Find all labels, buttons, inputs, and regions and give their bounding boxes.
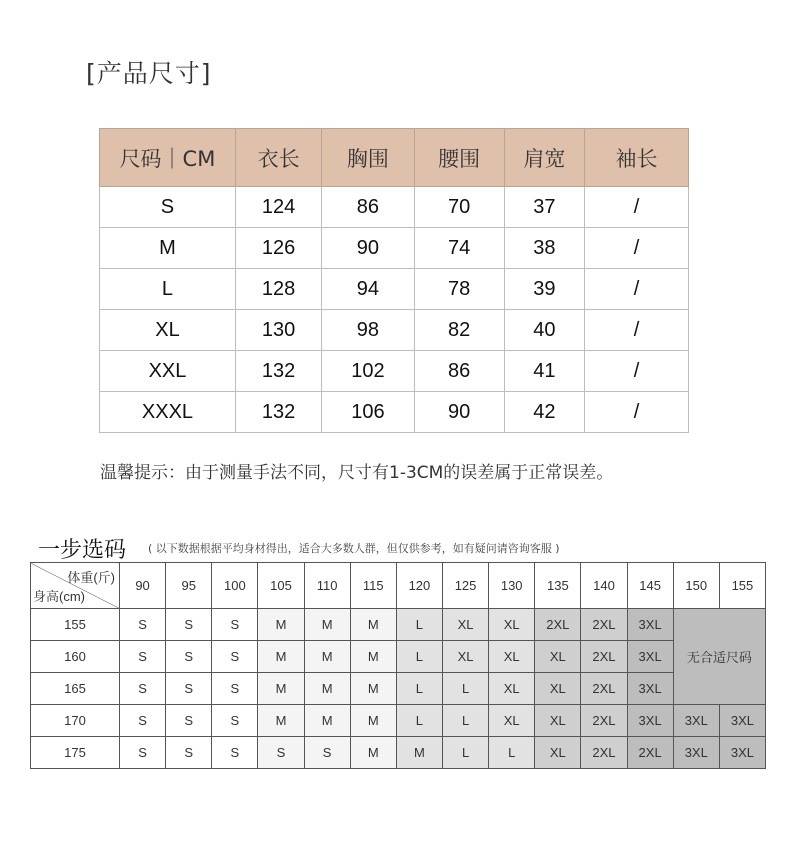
- recommended-size-cell: S: [120, 673, 166, 705]
- table-row: [100, 392, 689, 433]
- recommended-size-cell: L: [489, 737, 535, 769]
- size-cell: 78: [414, 269, 504, 310]
- recommended-size-cell: L: [396, 641, 442, 673]
- recommended-size-cell: 3XL: [719, 705, 765, 737]
- size-cell: 102: [322, 351, 414, 392]
- recommended-size-cell: 3XL: [627, 641, 673, 673]
- size-cell: /: [584, 392, 688, 433]
- size-cell: /: [584, 310, 688, 351]
- table-row: [100, 310, 689, 351]
- page-title: [产品尺寸]: [86, 59, 212, 88]
- size-cell: 128: [235, 269, 321, 310]
- size-cell: 98: [322, 310, 414, 351]
- recommended-size-cell: S: [258, 737, 304, 769]
- recommended-size-cell: S: [212, 705, 258, 737]
- recommended-size-cell: 3XL: [627, 673, 673, 705]
- recommended-size-cell: S: [166, 641, 212, 673]
- recommended-size-cell: L: [396, 705, 442, 737]
- recommend-table: [30, 562, 766, 769]
- recommended-size-cell: L: [442, 673, 488, 705]
- recommended-size-cell: 3XL: [673, 705, 719, 737]
- no-fit-cell: 无合适尺码: [673, 609, 765, 705]
- size-cell: 42: [504, 392, 584, 433]
- weight-header-cell: 130: [489, 563, 535, 609]
- recommended-size-cell: S: [166, 705, 212, 737]
- recommended-size-cell: M: [350, 673, 396, 705]
- recommended-size-cell: M: [396, 737, 442, 769]
- recommended-size-cell: L: [396, 673, 442, 705]
- weight-label: 体重(斤): [67, 570, 115, 585]
- recommended-size-cell: S: [120, 737, 166, 769]
- recommended-size-cell: 3XL: [673, 737, 719, 769]
- table-row: [100, 228, 689, 269]
- recommended-size-cell: M: [304, 705, 350, 737]
- weight-header-cell: 145: [627, 563, 673, 609]
- recommended-size-cell: XL: [535, 705, 581, 737]
- weight-header-cell: 110: [304, 563, 350, 609]
- table-row: [100, 351, 689, 392]
- size-table-header: [100, 129, 689, 187]
- recommended-size-cell: 2XL: [581, 737, 627, 769]
- recommended-size-cell: 2XL: [627, 737, 673, 769]
- recommended-size-cell: S: [212, 737, 258, 769]
- size-cell: 132: [235, 351, 321, 392]
- weight-header-cell: 150: [673, 563, 719, 609]
- recommended-size-cell: S: [166, 609, 212, 641]
- recommended-size-cell: 2XL: [535, 609, 581, 641]
- recommended-size-cell: M: [258, 673, 304, 705]
- size-cell: 94: [322, 269, 414, 310]
- recommended-size-cell: M: [258, 705, 304, 737]
- size-cell: 106: [322, 392, 414, 433]
- size-cell: L: [100, 269, 236, 310]
- size-cell: /: [584, 228, 688, 269]
- weight-header-cell: 140: [581, 563, 627, 609]
- recommended-size-cell: 2XL: [581, 641, 627, 673]
- diagonal-header-cell: [31, 563, 120, 609]
- recommended-size-cell: L: [396, 609, 442, 641]
- size-cell: 130: [235, 310, 321, 351]
- size-cell: 70: [414, 187, 504, 228]
- header-size-unit: 尺码｜CM: [100, 129, 236, 187]
- table-row: [31, 673, 766, 705]
- header-chest: 胸围: [322, 129, 414, 187]
- height-cell: 170: [31, 705, 120, 737]
- recommended-size-cell: S: [120, 609, 166, 641]
- height-cell: 165: [31, 673, 120, 705]
- recommended-size-cell: M: [304, 673, 350, 705]
- recommended-size-cell: 3XL: [719, 737, 765, 769]
- recommended-size-cell: XL: [442, 609, 488, 641]
- size-cell: /: [584, 269, 688, 310]
- size-cell: 41: [504, 351, 584, 392]
- weight-header-cell: 155: [719, 563, 765, 609]
- recommended-size-cell: S: [120, 641, 166, 673]
- weight-header-cell: 135: [535, 563, 581, 609]
- size-cell: /: [584, 351, 688, 392]
- size-cell: /: [584, 187, 688, 228]
- recommended-size-cell: L: [442, 737, 488, 769]
- recommended-size-cell: 2XL: [581, 705, 627, 737]
- height-cell: 155: [31, 609, 120, 641]
- recommended-size-cell: M: [350, 641, 396, 673]
- table-row: [100, 187, 689, 228]
- recommended-size-cell: L: [442, 705, 488, 737]
- recommended-size-cell: XL: [489, 609, 535, 641]
- size-cell: 132: [235, 392, 321, 433]
- recommended-size-cell: XL: [535, 673, 581, 705]
- height-label: 身高(cm): [33, 589, 85, 604]
- recommended-size-cell: XL: [489, 673, 535, 705]
- recommended-size-cell: 3XL: [627, 609, 673, 641]
- recommended-size-cell: S: [120, 705, 166, 737]
- height-cell: 175: [31, 737, 120, 769]
- size-table: [99, 128, 689, 433]
- recommended-size-cell: 2XL: [581, 609, 627, 641]
- weight-header-cell: 105: [258, 563, 304, 609]
- recommended-size-cell: S: [166, 737, 212, 769]
- recommended-size-cell: S: [166, 673, 212, 705]
- table-row: [31, 609, 766, 641]
- header-shoulder: 肩宽: [504, 129, 584, 187]
- recommended-size-cell: M: [258, 609, 304, 641]
- recommended-size-cell: 2XL: [581, 673, 627, 705]
- recommended-size-cell: XL: [535, 641, 581, 673]
- recommended-size-cell: 3XL: [627, 705, 673, 737]
- weight-header-row: [31, 563, 766, 609]
- size-cell: 82: [414, 310, 504, 351]
- recommended-size-cell: S: [304, 737, 350, 769]
- size-cell: XXL: [100, 351, 236, 392]
- size-cell: S: [100, 187, 236, 228]
- measurement-tip: 温馨提示：由于测量手法不同，尺寸有1-3CM的误差属于正常误差。: [100, 463, 614, 483]
- size-cell: 37: [504, 187, 584, 228]
- table-row: [100, 269, 689, 310]
- weight-header-cell: 125: [442, 563, 488, 609]
- size-cell: XL: [100, 310, 236, 351]
- recommended-size-cell: M: [350, 609, 396, 641]
- size-cell: 124: [235, 187, 321, 228]
- recommended-size-cell: M: [258, 641, 304, 673]
- size-cell: 126: [235, 228, 321, 269]
- table-row: [31, 641, 766, 673]
- recommended-size-cell: S: [212, 609, 258, 641]
- header-length: 衣长: [235, 129, 321, 187]
- recommended-size-cell: M: [304, 641, 350, 673]
- weight-header-cell: 100: [212, 563, 258, 609]
- weight-header-cell: 115: [350, 563, 396, 609]
- recommended-size-cell: XL: [489, 705, 535, 737]
- size-cell: 38: [504, 228, 584, 269]
- header-waist: 腰围: [414, 129, 504, 187]
- recommended-size-cell: M: [350, 737, 396, 769]
- recommended-size-cell: S: [212, 641, 258, 673]
- weight-header-cell: 95: [166, 563, 212, 609]
- size-cell: 74: [414, 228, 504, 269]
- recommended-size-cell: XL: [535, 737, 581, 769]
- recommended-size-cell: M: [304, 609, 350, 641]
- size-cell: 40: [504, 310, 584, 351]
- header-sleeve: 袖长: [584, 129, 688, 187]
- recommended-size-cell: XL: [489, 641, 535, 673]
- table-row: [31, 737, 766, 769]
- recommended-size-cell: S: [212, 673, 258, 705]
- size-cell: 90: [322, 228, 414, 269]
- weight-header-cell: 120: [396, 563, 442, 609]
- size-cell: M: [100, 228, 236, 269]
- size-cell: 39: [504, 269, 584, 310]
- recommended-size-cell: M: [350, 705, 396, 737]
- size-cell: 86: [414, 351, 504, 392]
- size-cell: 86: [322, 187, 414, 228]
- height-cell: 160: [31, 641, 120, 673]
- recommended-size-cell: XL: [442, 641, 488, 673]
- table-row: [31, 705, 766, 737]
- size-cell: 90: [414, 392, 504, 433]
- weight-header-cell: 90: [120, 563, 166, 609]
- size-cell: XXXL: [100, 392, 236, 433]
- recommend-note: ( 以下数据根据平均身材得出，适合大多数人群，但仅供参考，如有疑问请咨询客服 ): [148, 542, 560, 555]
- recommend-title: 一步选码: [38, 538, 127, 563]
